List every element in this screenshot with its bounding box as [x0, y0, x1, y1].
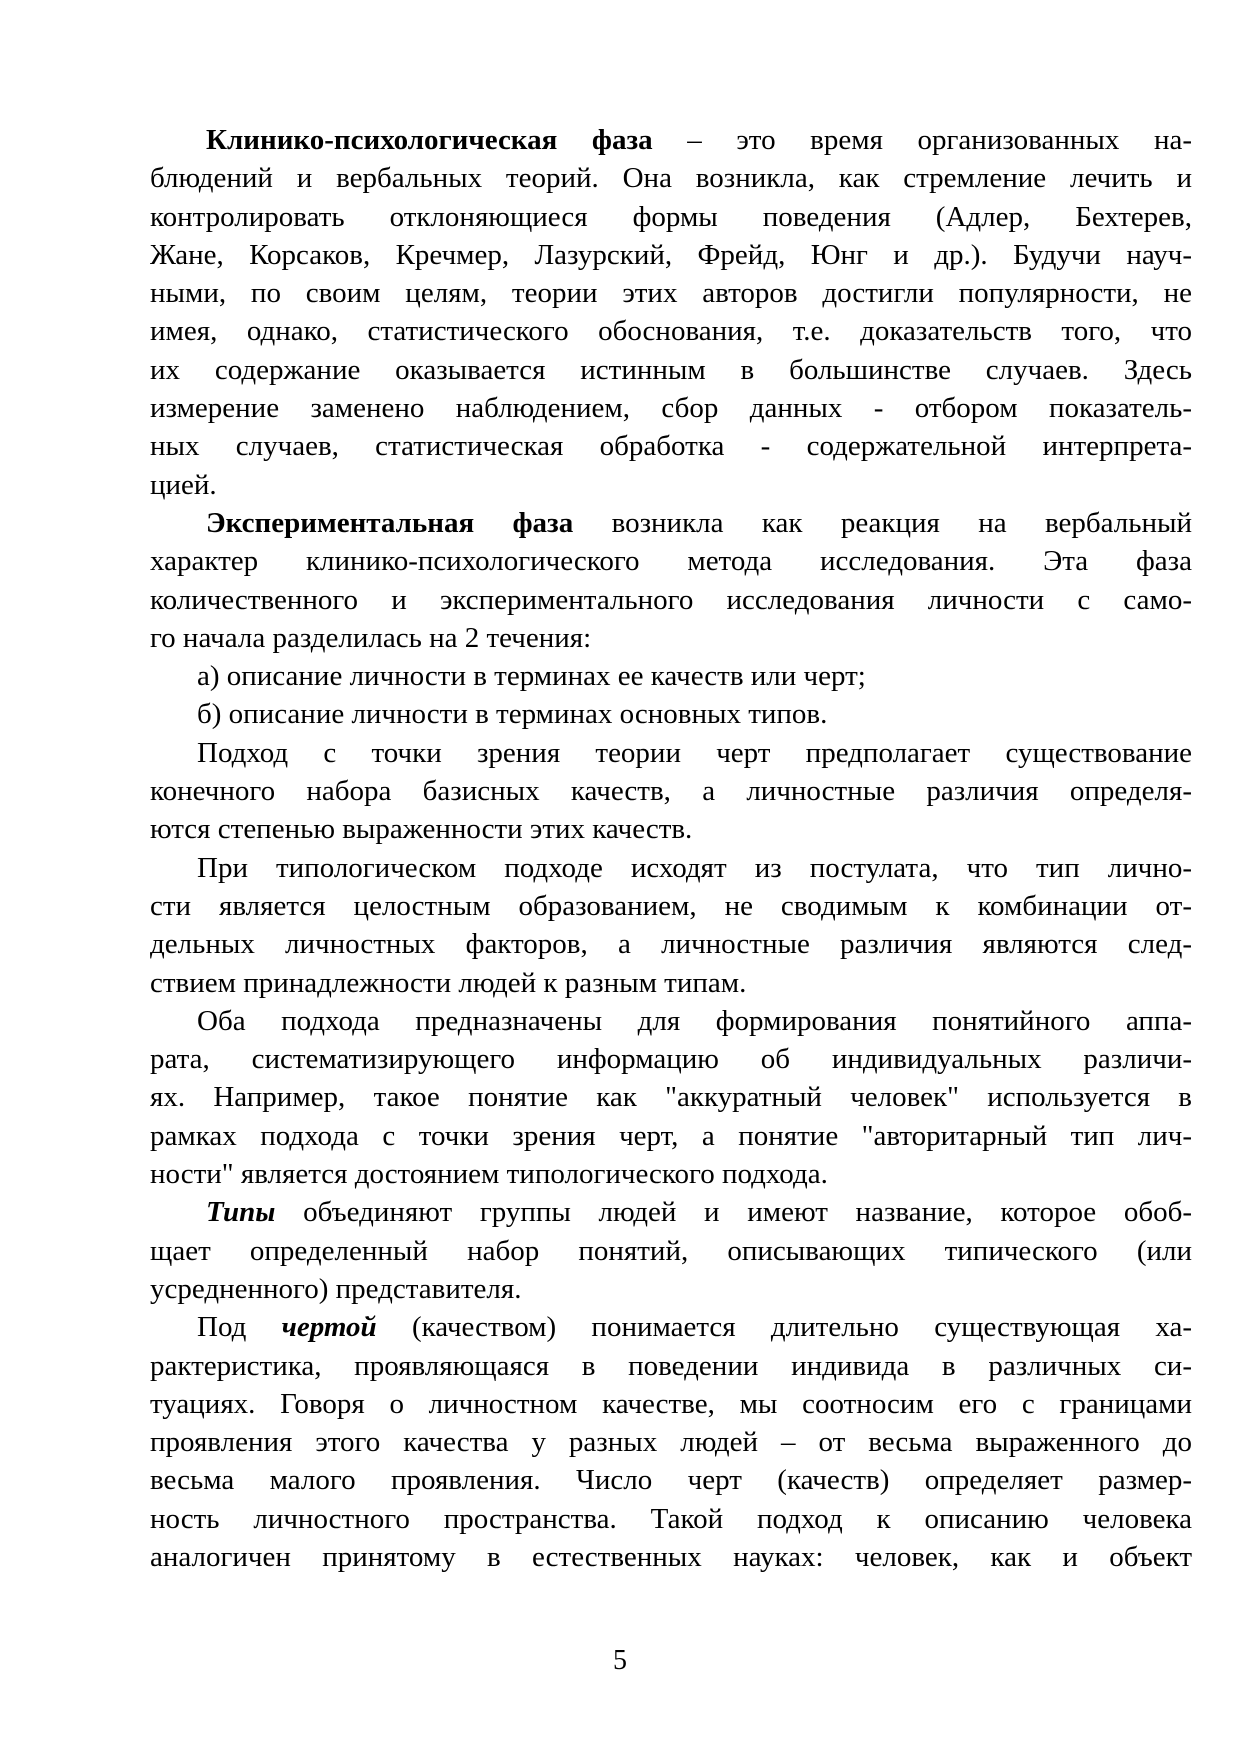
text-line: характер клинико-психологического метода исследования. Эта фаза — [150, 545, 1192, 578]
text-line: ность личностного пространства. Такой подход к описанию человека — [150, 1502, 1192, 1535]
paragraph-types — [150, 1193, 1192, 1308]
text-line: ных случаев, статистическая обработка - содержательной интерпрета- — [150, 430, 1192, 463]
text-line: рамках подхода с точки зрения черт, а понятие "авторитарный тип лич- — [150, 1119, 1192, 1152]
term-experimental-phase: Экспериментальная фаза — [206, 506, 574, 539]
text-run: возникла как реакция на вербальный — [573, 506, 1192, 539]
text-line: Жане, Корсаков, Кречмер, Лазурский, Фрейд, Юнг и др.). Будучи науч- — [150, 238, 1192, 271]
text-line: количественного и экспериментального исследования личности с само- — [150, 583, 1192, 616]
text-line: усредненного) представителя. — [150, 1272, 522, 1305]
term-types: Типы — [206, 1196, 276, 1229]
paragraph-clinical-phase — [150, 121, 1192, 504]
text-line: щает определенный набор понятий, описывающих типического (или — [150, 1234, 1192, 1267]
text-line — [150, 121, 1192, 159]
text-line: проявления этого качества у разных людей – от весьма выраженного до — [150, 1426, 1192, 1459]
text-line: ными, по своим целям, теории этих авторов достигли популярности, не — [150, 277, 1192, 310]
text-line: рактеристика, проявляющаяся в поведении индивида в различных си- — [150, 1349, 1192, 1382]
text-line: имея, однако, статистического обоснования, т.е. доказательств того, что — [150, 315, 1192, 348]
text-line: цией. — [150, 468, 217, 501]
text-line: весьма малого проявления. Число черт (качеств) определяет размер- — [150, 1464, 1192, 1497]
text-line: ности" является достоянием типологического подхода. — [150, 1158, 828, 1191]
text-line — [150, 1308, 1192, 1346]
text-run: (качеством) понимается длительно существующая ха- — [376, 1311, 1192, 1344]
text-line: Оба подхода предназначены для формирования понятийного аппа- — [197, 1004, 1192, 1037]
text-line: сти является целостным образованием, не сводимым к комбинации от- — [150, 889, 1192, 922]
text-line — [150, 504, 1192, 542]
text-line: го начала разделилась на 2 течения: — [150, 621, 592, 654]
text-line: конечного набора базисных качеств, а личностные различия определя- — [150, 775, 1192, 808]
text-line: Подход с точки зрения теории черт предполагает существование — [197, 736, 1192, 769]
text-run: объединяют группы людей и имеют название, которое обоб- — [275, 1196, 1192, 1229]
text-line: измерение заменено наблюдением, сбор данных - отбором показатель- — [150, 392, 1192, 425]
paragraph-traits-approach — [150, 734, 1192, 849]
text-line: При типологическом подходе исходят из постулата, что тип лично- — [197, 851, 1192, 884]
text-line: ются степенью выраженности этих качеств. — [150, 813, 693, 846]
text-line: их содержание оказывается истинным в большинстве случаев. Здесь — [150, 353, 1192, 386]
text-run: Под — [197, 1311, 282, 1344]
text-line: ствием принадлежности людей к разным типам. — [150, 966, 747, 999]
text-line: контролировать отклоняющиеся формы поведения (Адлер, Бехтерев, — [150, 200, 1192, 233]
paragraph-both-approaches — [150, 1002, 1192, 1193]
term-clinical-phase: Клинико-психологическая фаза — [206, 124, 653, 156]
list-item-a: а) описание личности в терминах ее качеств или черт; — [197, 660, 866, 693]
paragraph-experimental-phase — [150, 504, 1192, 657]
term-trait: чертой — [281, 1311, 377, 1344]
text-line: аналогичен принятому в естественных науках: человек, как и объект — [150, 1540, 1192, 1573]
text-run: – это время организованных на- — [652, 124, 1192, 156]
text-line: туациях. Говоря о личностном качестве, мы соотносим его с границами — [150, 1387, 1192, 1420]
text-line: блюдений и вербальных теорий. Она возникла, как стремление лечить и — [150, 162, 1192, 195]
text-line: рата, систематизирующего информацию об индивидуальных различи- — [150, 1043, 1192, 1076]
text-line: ях. Например, такое понятие как "аккуратный человек" используется в — [150, 1081, 1192, 1114]
page-number: 5 — [613, 1645, 627, 1676]
text-line: дельных личностных факторов, а личностные различия являются след- — [150, 928, 1192, 961]
page-body — [150, 121, 1192, 1576]
paragraph-trait — [150, 1308, 1192, 1576]
list-item-b: б) описание личности в терминах основных типов. — [197, 698, 828, 731]
text-line — [150, 1193, 1192, 1231]
paragraph-typological-approach — [150, 849, 1192, 1002]
